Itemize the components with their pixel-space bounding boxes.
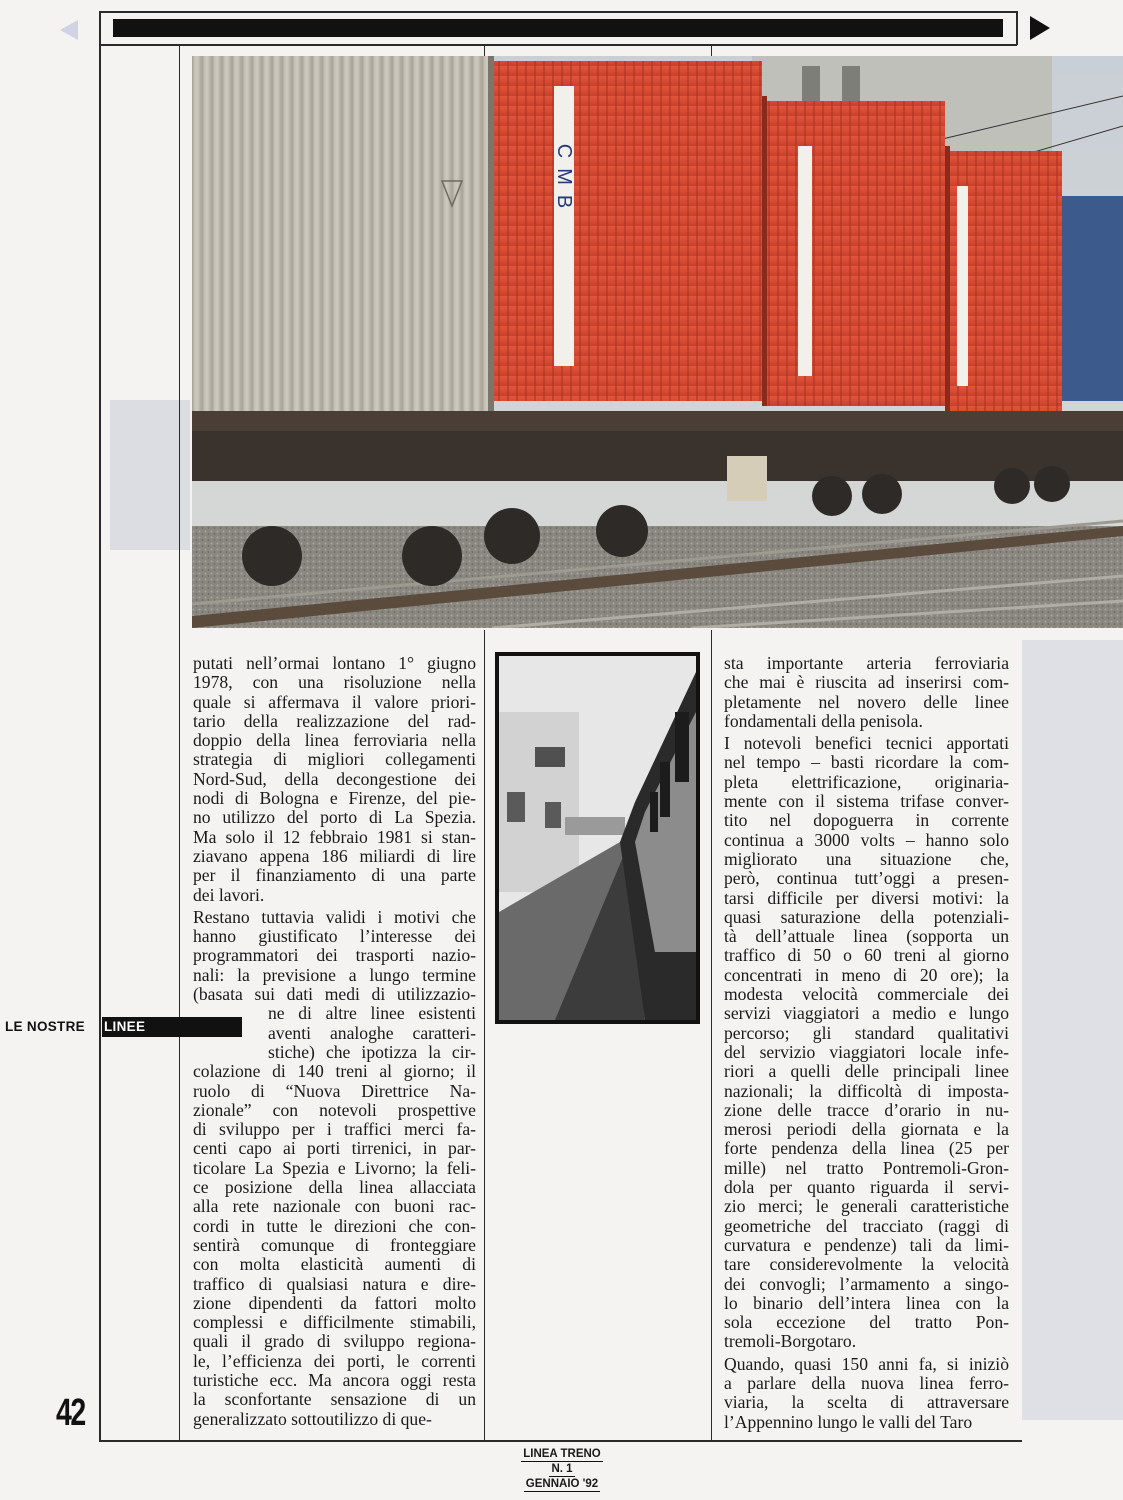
text-line: hanno giustificato l’interesse dei [193,927,476,947]
next-page-arrow-icon [1030,16,1050,40]
text-line: fondamentali della penisola. [724,711,923,731]
text-line: però, continua tutt’oggi a presen- [724,869,1009,889]
text-line: modesta velocità commerciale dei [724,985,1009,1005]
text-line: ruolo di “Nuova Direttrice Na- [193,1081,476,1101]
text-line: mille) nel tratto Pontremoli-Gron- [724,1158,1009,1178]
text-line: viaria, la scelta di attraversare [724,1393,1009,1413]
header-rule-bottom [99,44,1017,46]
text-line: I notevoli benefici tecnici apportati [724,734,1009,754]
text-line: zione dipendenti da fattori molto [193,1293,476,1313]
text-line: concentrati in meno di 20 ore); la [724,965,1009,985]
text-line: del servizio viaggiatori locale infe- [724,1042,1009,1062]
text-line: 1978, con una risoluzione nella [193,673,476,693]
text-line: pletamente nel novero delle linee [724,692,1009,712]
text-line: alla rete nazionale con buoni rac- [193,1197,476,1217]
text-line: le, l’efficienza dei porti, le correnti [193,1351,476,1371]
text-line: Nord-Sud, della decongestione dei [193,769,476,789]
text-line: strategia di migliori collegamenti [193,750,476,770]
text-line: tare considerevolmente la velocità [724,1255,1009,1275]
text-line: l’Appennino lungo le valli del Taro [724,1412,973,1432]
text-line: complessi e difficilmente stimabili, [193,1313,476,1333]
column-rule-2 [484,630,485,1440]
text-line: pleta elettrificazione, originaria- [724,772,1009,792]
text-line: sola eccezione del tratto Pon- [724,1313,1009,1333]
text-line: geometriche del tracciato (raggi di [724,1216,1009,1236]
text-line: la sconfortante sensazione di un [193,1390,476,1410]
text-line: mente con il sistema trifase conver- [724,792,1009,812]
text-line: traffico di qualsiasi natura e dire- [193,1274,476,1294]
article-column-1 [193,654,476,1429]
freight-train-photo [192,56,1123,628]
page-frame-bottom [99,1440,1022,1442]
text-line: ce posizione della linea allacciata [193,1178,476,1198]
text-line: nodi di Bologna e Firenze, del pie- [193,789,476,809]
text-line: migliorato una situazione che, [724,849,1009,869]
station-platform-photo [495,652,700,1024]
section-tag [0,1017,242,1037]
magazine-footer [517,1447,607,1492]
text-line: quale si affermava il valore priori- [193,692,476,712]
text-line: tremoli-Borgotaro. [724,1332,857,1352]
text-line: (basata sui dati medi di utilizzazio- [193,985,476,1005]
footer-date: GENNAIO '92 [525,1478,599,1490]
text-line: Restano tuttavia validi i motivi che [193,907,476,927]
article-column-3 [724,654,1009,1432]
column-rule-3-top [711,44,712,56]
text-line: ticolare La Spezia e Livorno; la feli- [193,1158,476,1178]
text-line: lo binario dell’intera linea con la [724,1293,1009,1313]
text-line: stiche) che ipotizza la cir- [268,1042,476,1062]
text-line: generalizzato sottoutilizzo di que- [193,1409,432,1429]
footer-issue: N. 1 [551,1463,573,1475]
text-line: putati nell’ormai lontano 1° giugno [193,654,476,673]
text-line: a parlare della nuova linea ferro- [724,1373,1009,1393]
text-line: Quando, quasi 150 anni fa, si iniziò [724,1354,1009,1374]
text-line: zione delle tracce d’orario in nu- [724,1100,1009,1120]
text-line: nazionali; la difficoltà di imposta- [724,1081,1009,1101]
text-line: tario della realizzazione del rad- [193,711,476,731]
text-line: dola per quanto riguarda il servi- [724,1178,1009,1198]
background-ghost-panel [1022,640,1123,1420]
text-line: merosi periodi della giornata e la [724,1120,1009,1140]
text-line: che mai è riuscita ad inserirsi com- [724,673,1009,693]
column-rule-1 [179,44,180,1440]
text-line: ne di altre linee esistenti [268,1004,476,1024]
text-line: di sviluppo per i traffici merci fa- [193,1120,476,1140]
text-line: dei convogli; l’armamento a singo- [724,1274,1009,1294]
header-rule-right [1016,11,1018,45]
header-bar [113,19,1003,37]
text-line: curvatura e pendenze) tali da limi- [724,1235,1009,1255]
text-line: nel tempo – basti ricordare la com- [724,753,1009,773]
text-line: tà dell’attuale linea (sopporta un [724,927,1009,947]
text-line: servizi viaggiatori a medio e lungo [724,1004,1009,1024]
text-line: quali il grado di sviluppo regiona- [193,1332,476,1352]
column-rule-2-top [484,44,485,56]
text-line: con molta elasticità aumenti di [193,1255,476,1275]
text-line: traffico di 50 o 60 treni al giorno [724,946,1009,966]
text-line: doppio della linea ferroviaria nella [193,731,476,751]
text-line: continua a 3000 volts – hanno solo [724,830,1009,850]
text-line: turistiche ecc. Ma ancora oggi resta [193,1370,476,1390]
text-line: aventi analoghe caratteri- [268,1023,476,1043]
section-tag-label-inverse: LINEE [102,1017,242,1037]
text-line: programmatori dei trasporti nazio- [193,946,476,966]
container-logo-text: CMB [553,143,575,219]
text-line: tarsi difficile per diversi motivi: la [724,888,1009,908]
prev-page-arrow-icon [60,20,78,40]
text-line: ziavano appena 186 miliardi di lire [193,846,476,866]
header-rule-top [99,11,1017,13]
text-line: nali: la previsione a lungo termine [193,965,476,985]
footer-magazine: LINEA TRENO [523,1448,601,1460]
column-rule-3 [711,630,712,1440]
text-line: tito nel dopoguerra in corrente [724,811,1009,831]
text-line: dei lavori. [193,885,265,905]
text-line: forte pendenza della linea (25 per [724,1139,1009,1159]
text-line: quasi saturazione della potenziali- [724,907,1009,927]
text-line: zionale” con notevoli prospettive [193,1100,476,1120]
text-line: per il finanziamento di una parte [193,866,476,886]
page-number: 42 [56,1392,85,1434]
text-line: no utilizzo del porto di La Spezia. [193,808,476,828]
text-line: sentirà comunque di fronteggiare [193,1235,476,1255]
text-line: zio merci; le generali caratteristiche [724,1197,1009,1217]
text-line: centi capo ai porti tirrenici, in par- [193,1139,476,1159]
section-tag-label: LE NOSTRE [5,1019,85,1034]
text-line: riori a quelli delle principali linee [724,1062,1009,1082]
text-line: cordi in tutte le direzioni che con- [193,1216,476,1236]
text-line: sta importante arteria ferroviaria [724,654,1009,673]
page-frame-left [99,11,101,1441]
background-ghost-block [110,400,190,550]
text-line: Ma solo il 12 febbraio 1981 si stan- [193,827,476,847]
text-line: colazione di 140 treni al giorno; il [193,1062,476,1082]
text-line: percorso; gli standard qualitativi [724,1023,1009,1043]
